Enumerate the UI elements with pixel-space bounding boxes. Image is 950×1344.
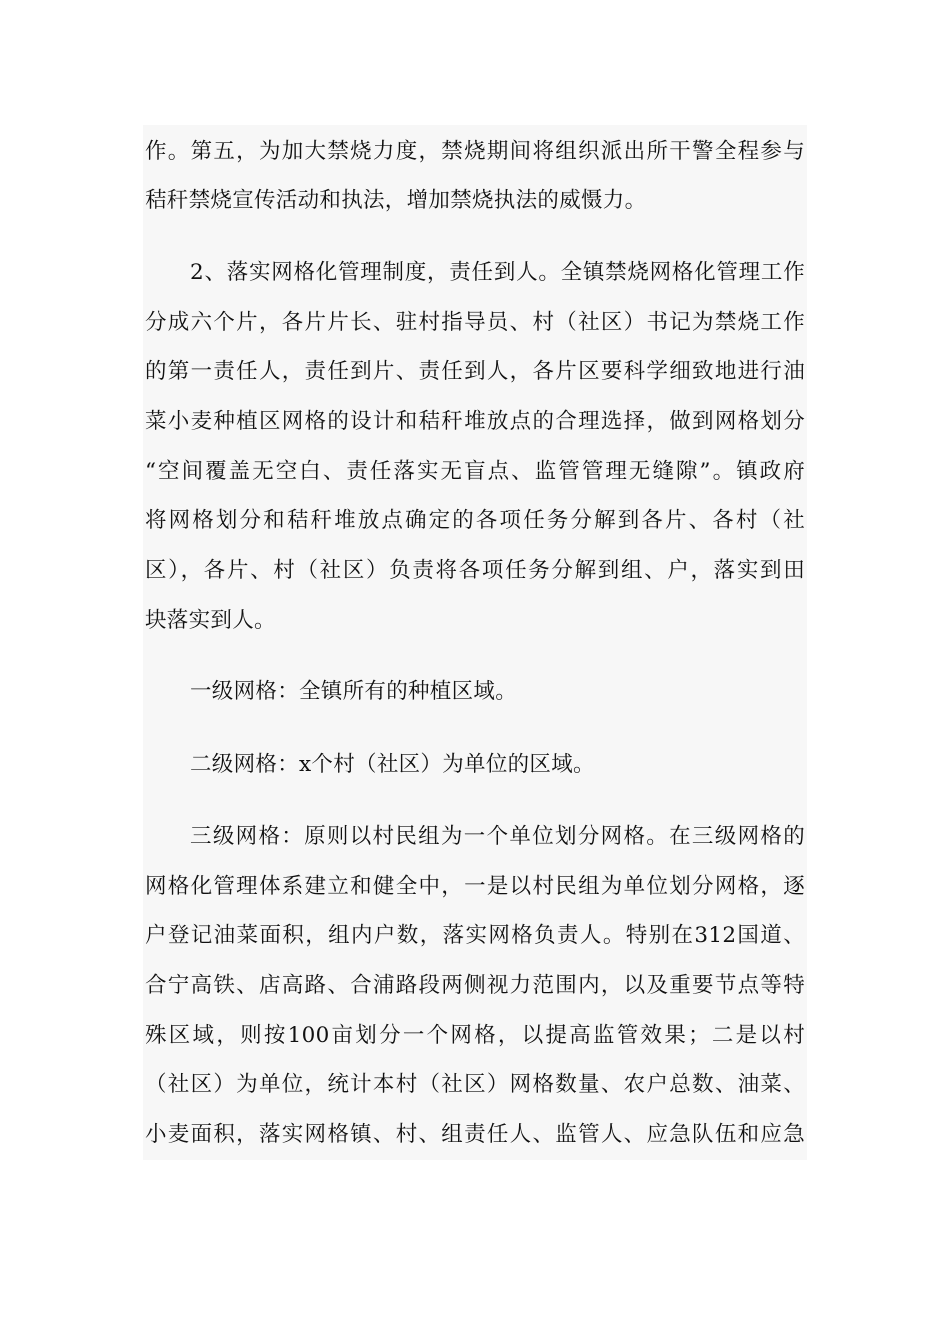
- paragraph-1-line-1: 作。第五，为加大禁烧力度，禁烧期间将组织派出所干警全程参与: [145, 139, 805, 164]
- paragraph-5-line-2: 网格化管理体系建立和健全中，一是以村民组为单位划分网格，逐: [145, 874, 805, 899]
- paragraph-2-line-8: 块落实到人。: [145, 608, 276, 633]
- paragraph-2-line-5: “空间覆盖无空白、责任落实无盲点、监管管理无缝隙”。镇政府: [145, 459, 805, 484]
- paragraph-1-line-2: 秸秆禁烧宣传活动和执法，增加禁烧执法的威慑力。: [145, 188, 647, 213]
- paragraph-5-line-1: 三级网格：原则以村民组为一个单位划分网格。在三级网格的: [190, 824, 805, 849]
- paragraph-2-line-1: 2、落实网格化管理制度，责任到人。全镇禁烧网格化管理工作: [190, 260, 805, 285]
- paragraph-5-line-4: 合宁高铁、店高路、合浦路段两侧视力范围内，以及重要节点等特: [145, 973, 805, 998]
- paragraph-5-line-5: 殊区域，则按100亩划分一个网格，以提高监管效果；二是以村: [145, 1023, 805, 1048]
- paragraph-5-line-7: 小麦面积，落实网格镇、村、组责任人、监管人、应急队伍和应急: [145, 1122, 805, 1147]
- paragraph-2-line-7: 区），各片、村（社区）负责将各项任务分解到组、户，落实到田: [145, 558, 805, 583]
- paragraph-2-line-4: 菜小麦种植区网格的设计和秸秆堆放点的合理选择，做到网格划分: [145, 409, 805, 434]
- paragraph-5-line-3: 户登记油菜面积，组内户数，落实网格负责人。特别在312国道、: [145, 923, 805, 948]
- paragraph-3-line-1: 一级网格：全镇所有的种植区域。: [190, 679, 518, 704]
- paragraph-2-line-6: 将网格划分和秸秆堆放点确定的各项任务分解到各片、各村（社: [145, 508, 805, 533]
- paragraph-5-line-6: （社区）为单位，统计本村（社区）网格数量、农户总数、油菜、: [145, 1072, 805, 1097]
- paragraph-2-line-3: 的第一责任人，责任到片、责任到人，各片区要科学细致地进行油: [145, 359, 805, 384]
- paragraph-2-line-2: 分成六个片，各片片长、驻村指导员、村（社区）书记为禁烧工作: [145, 310, 805, 335]
- paragraph-4-line-1: 二级网格：x个村（社区）为单位的区域。: [190, 752, 595, 777]
